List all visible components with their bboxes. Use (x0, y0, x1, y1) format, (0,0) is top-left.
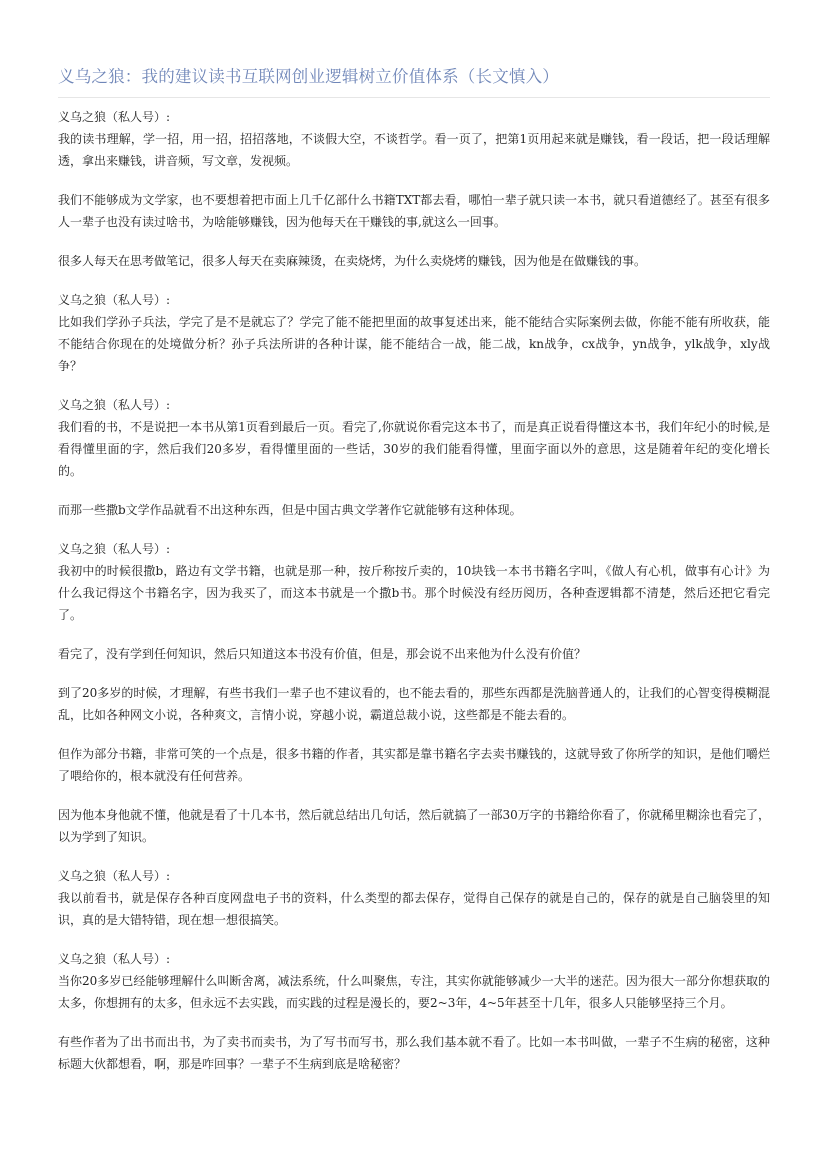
paragraph-text: 因为他本身他就不懂，他就是看了十几本书，然后就总结出几句话，然后就搞了一部30万字的书籍给你看了，你就稀里糊涂也看完了，以为学到了知识。 (58, 808, 770, 844)
paragraph-text: 但作为部分书籍，非常可笑的一个点是，很多书籍的作者，其实都是靠书籍名字去卖书赚钱的，这就导致了你所学的知识，是他们嚼烂了喂给你的，根本就没有任何营养。 (58, 747, 770, 783)
paragraph-text: 而那一些撒b文学作品就看不出这种东西，但是中国古典文学著作它就能够有这种体现。 (58, 503, 522, 517)
paragraph (58, 804, 770, 848)
paragraph-text: 比如我们学孙子兵法，学完了是不是就忘了？学完了能不能把里面的故事复述出来，能不能结合实际案例去做，你能不能有所收获，能不能结合你现在的处境做分析？孙子兵法所讲的各种计谋，能不能结合一战，能二战，kn战争，cx战争，yn战争，ylk战争，xly战争？ (58, 315, 770, 373)
paragraph (58, 538, 770, 626)
speaker-label: 义乌之狼（私人号）: (58, 293, 171, 307)
paragraph (58, 106, 770, 172)
speaker-label: 义乌之狼（私人号）: (58, 110, 171, 124)
paragraph-text: 到了20多岁的时候，才理解，有些书我们一辈子也不建议看的，也不能去看的，那些东西都是洗脑普通人的，让我们的心智变得模糊混乱，比如各种网文小说，各种爽文，言情小说，穿越小说，霸道总裁小说，这些都是不能去看的。 (58, 686, 770, 722)
paragraph (58, 948, 770, 1014)
paragraph (58, 865, 770, 931)
paragraph (58, 1031, 770, 1075)
paragraph (58, 682, 770, 726)
paragraph-text: 我的读书理解，学一招，用一招，招招落地，不谈假大空，不谈哲学。看一页了，把第1页用起来就是赚钱，看一段话，把一段话理解透，拿出来赚钱，讲音频，写文章，发视频。 (58, 132, 770, 168)
paragraph-text: 当你20多岁已经能够理解什么叫断舍离，减法系统，什么叫聚焦，专注，其实你就能够减少一大半的迷茫。因为很大一部分你想获取的太多，你想拥有的太多，但永远不去实践，而实践的过程是漫长的，要2~3年，4~5年甚至十几年，很多人只能够坚持三个月。 (58, 974, 770, 1010)
paragraph-text: 我们不能够成为文学家，也不要想着把市面上几千亿部什么书籍TXT都去看，哪怕一辈子就只读一本书，就只看道德经了。甚至有很多人一辈子也没有读过啥书，为啥能够赚钱，因为他每天在干赚钱的事,就这么一回事。 (58, 193, 770, 229)
speaker-label: 义乌之狼（私人号）: (58, 542, 171, 556)
paragraph (58, 289, 770, 377)
speaker-label: 义乌之狼（私人号）: (58, 952, 171, 966)
document-title: 义乌之狼：我的建议读书互联网创业逻辑树立价值体系（长文慎入） (58, 67, 559, 86)
speaker-label: 义乌之狼（私人号）: (58, 869, 171, 883)
paragraph-text: 有些作者为了出书而出书，为了卖书而卖书，为了写书而写书，那么我们基本就不看了。比如一本书叫做，一辈子不生病的秘密，这种标题大伙都想看，啊，那是咋回事？一辈子不生病到底是啥秘密？ (58, 1035, 770, 1071)
paragraph-text: 我以前看书，就是保存各种百度网盘电子书的资料，什么类型的都去保存，觉得自己保存的就是自己的，保存的就是自己脑袋里的知识，真的是大错特错，现在想一想很搞笑。 (58, 891, 770, 927)
document-page (58, 0, 770, 1075)
title-divider (58, 97, 770, 98)
paragraph (58, 394, 770, 482)
paragraph (58, 189, 770, 233)
paragraph-text: 我们看的书，不是说把一本书从第1页看到最后一页。看完了,你就说你看完这本书了，而是真正说看得懂这本书，我们年纪小的时候,是看得懂里面的字，然后我们20多岁，看得懂里面的一些话，30岁的我们能看得懂，里面字面以外的意思，这是随着年纪的变化增长的。 (58, 420, 770, 478)
paragraph (58, 250, 770, 272)
speaker-label: 义乌之狼（私人号）: (58, 398, 171, 412)
paragraph-text: 很多人每天在思考做笔记，很多人每天在卖麻辣烫，在卖烧烤，为什么卖烧烤的赚钱，因为他是在做赚钱的事。 (58, 254, 647, 268)
paragraph (58, 743, 770, 787)
paragraph (58, 499, 770, 521)
paragraph-text: 看完了，没有学到任何知识，然后只知道这本书没有价值，但是，那会说不出来他为什么没有价值？ (58, 647, 587, 661)
document-body (58, 106, 770, 1075)
paragraph-text: 我初中的时候很撒b，路边有文学书籍，也就是那一种，按斤称按斤卖的，10块钱一本书书籍名字叫，《做人有心机，做事有心计》为什么我记得这个书籍名字，因为我买了，而这本书就是一个撒b书。那个时候没有经历阅历，各种查逻辑都不清楚，然后还把它看完了。 (58, 564, 770, 622)
paragraph (58, 643, 770, 665)
